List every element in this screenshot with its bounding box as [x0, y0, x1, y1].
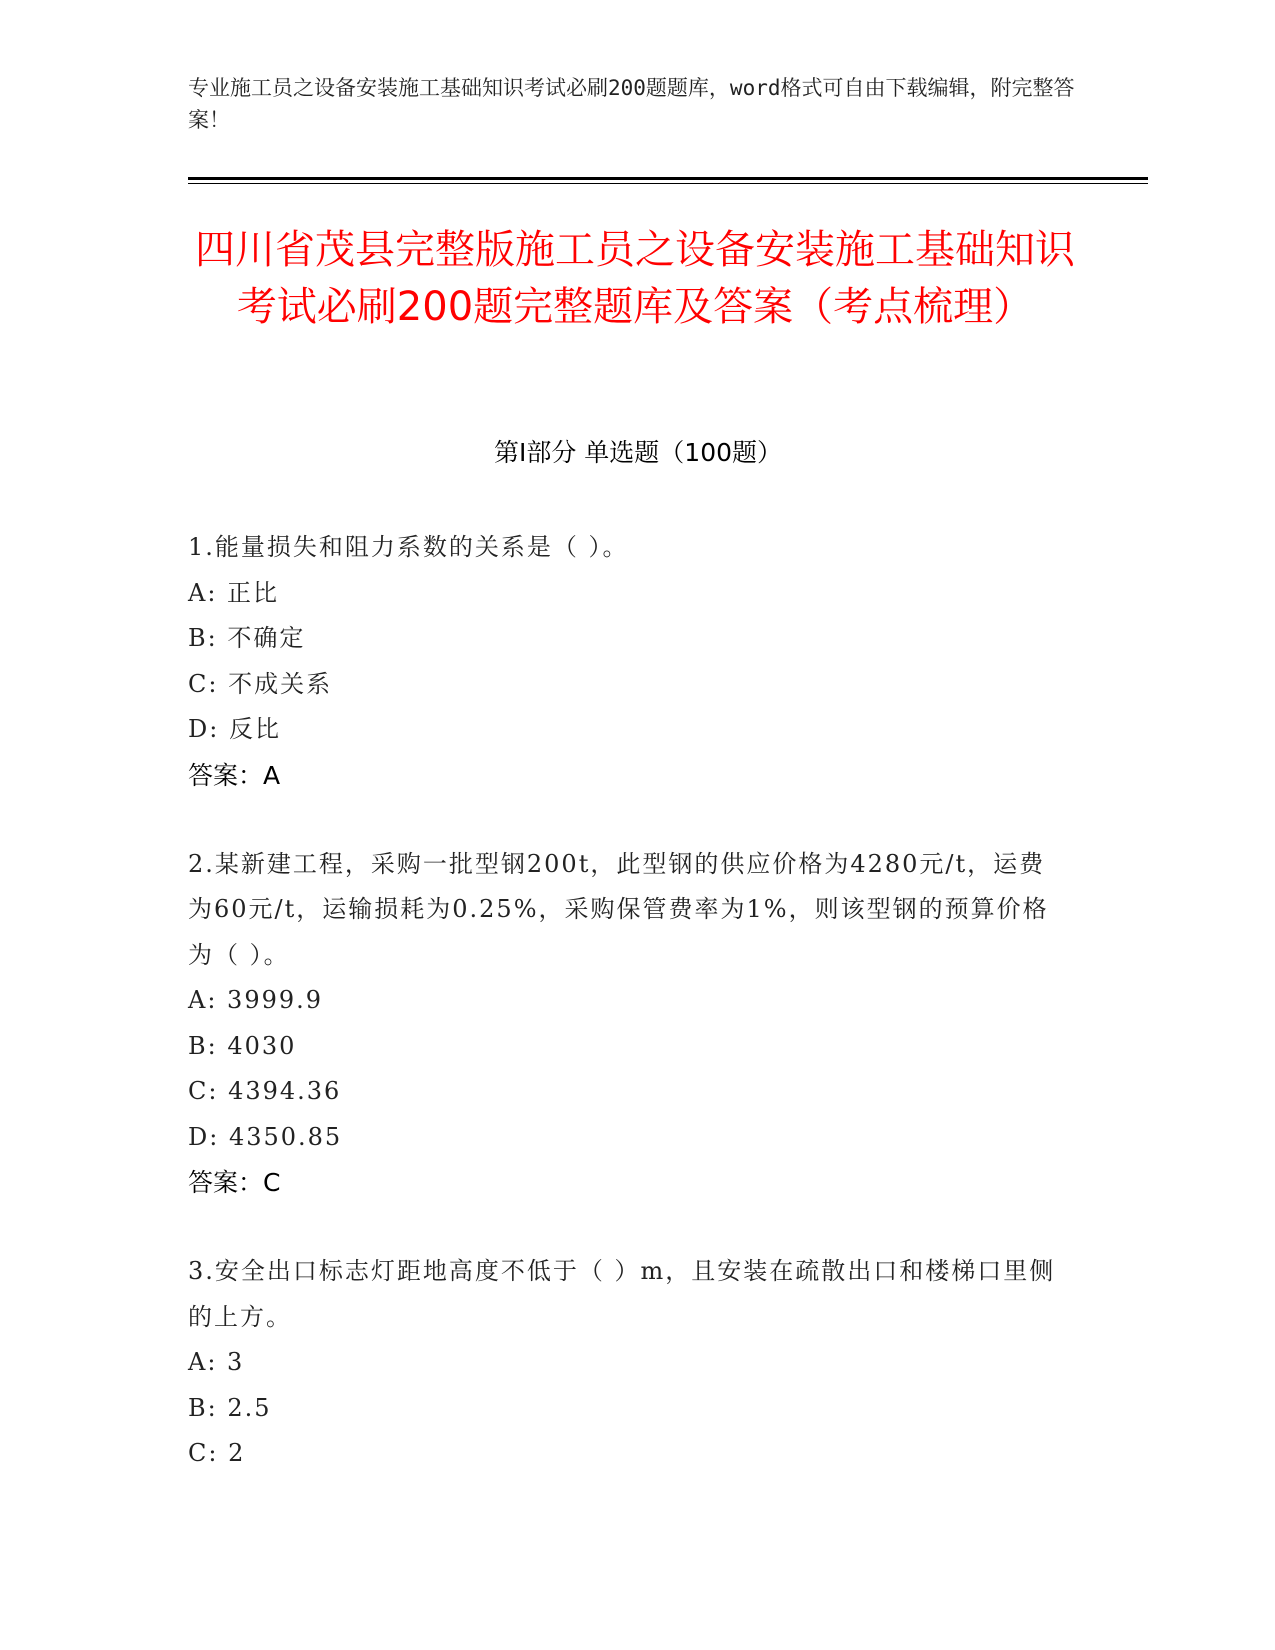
answer: 答案：C: [188, 1168, 281, 1197]
section-title: 第I部分 单选题（100题）: [493, 438, 783, 467]
document-title: 四川省茂县完整版施工员之设备安装施工基础知识考试必刷200题完整题库及答案（考点梳理）: [195, 227, 1075, 330]
question-3: [188, 1249, 1068, 1477]
option-b: B: 不确定: [188, 624, 306, 652]
question-stem: 2.某新建工程，采购一批型钢200t，此型钢的供应价格为4280元/t，运费为60元/t，运输损耗为0.25%，采购保管费率为1%，则该型钢的预算价格为（ ）。: [188, 849, 1049, 969]
question-2: [188, 842, 1068, 1206]
answer: 答案：A: [188, 760, 281, 790]
option-c: C: 4394.36: [188, 1077, 342, 1105]
header-note: 专业施工员之设备安装施工基础知识考试必刷200题题库，word格式可自由下载编辑，附完整答案！: [188, 76, 1075, 132]
question-list: [188, 525, 1068, 1521]
option-d: D: 反比: [188, 715, 281, 743]
option-a: A: 3999.9: [188, 986, 324, 1014]
question-stem: 1.能量损失和阻力系数的关系是（ ）。: [188, 533, 629, 561]
header-divider-thick: [188, 177, 1148, 180]
option-c: C: 2: [188, 1439, 246, 1467]
option-b: B: 4030: [188, 1031, 297, 1060]
question-1: [188, 525, 1068, 798]
option-d: D: 4350.85: [188, 1122, 343, 1151]
option-c: C: 不成关系: [188, 669, 333, 698]
header-divider-thin: [188, 183, 1148, 184]
question-stem: 3.安全出口标志灯距地高度不低于（ ）m，且安装在疏散出口和楼梯口里侧的上方。: [188, 1257, 1056, 1331]
option-a: A: 3: [188, 1348, 245, 1376]
option-a: A: 正比: [188, 578, 280, 607]
option-b: B: 2.5: [188, 1393, 272, 1422]
